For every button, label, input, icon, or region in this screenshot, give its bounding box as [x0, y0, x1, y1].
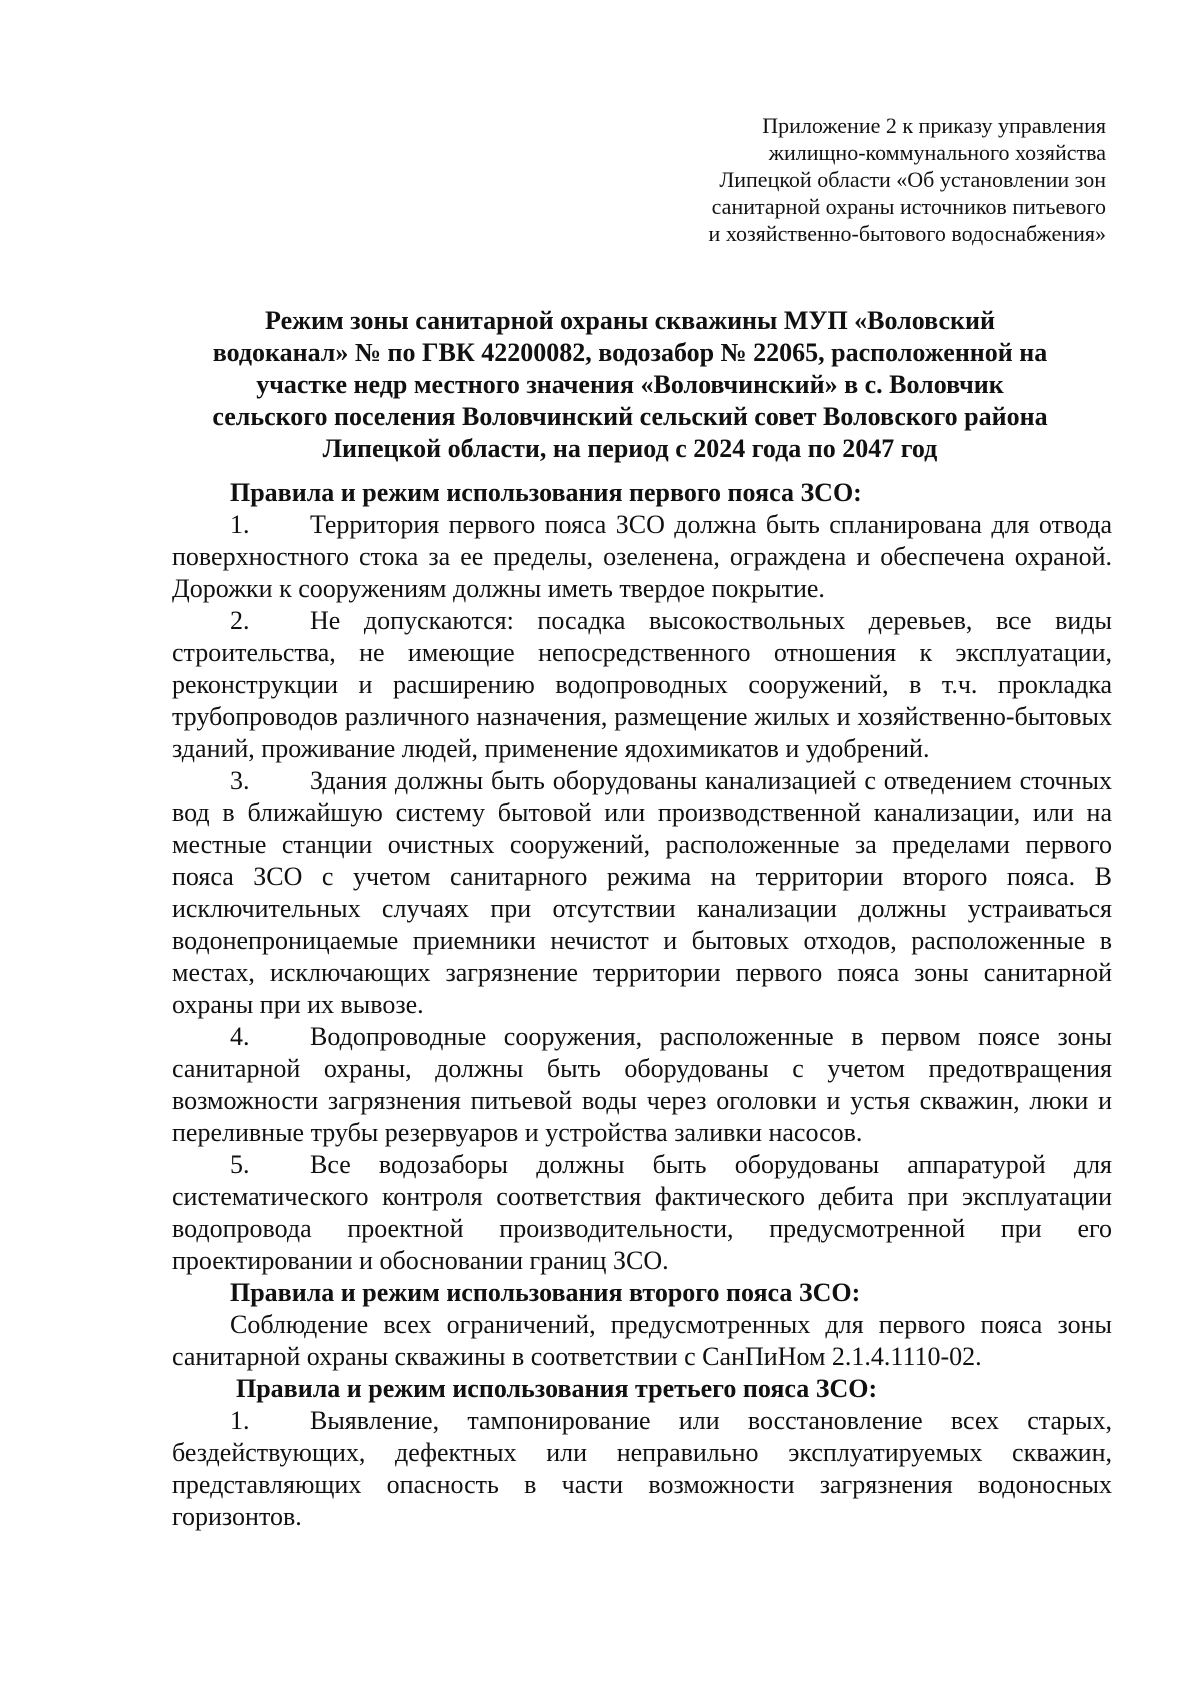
- zone3-item-1: [172, 1405, 1112, 1533]
- document-title: [165, 305, 1095, 465]
- item-text: Выявление, тампонирование или восстановление всех старых, бездействующих, дефектных или неправильно эксплуатируемых скважин, представляющих опасность в части возможности загрязнения водоносных горизонтов.: [172, 1406, 1112, 1531]
- title-line: сельского поселения Воловчинский сельский совет Воловского района: [212, 402, 1048, 431]
- item-number: 3.: [230, 766, 250, 795]
- annex-line: Липецкой области «Об установлении зон: [719, 167, 1106, 192]
- zone1-item-1: [172, 509, 1112, 605]
- title-line: Липецкой области, на период с 2024 года по 2047 год: [322, 434, 938, 463]
- title-line: водоканал» № по ГВК 42200082, водозабор № 22065, расположенной на: [212, 338, 1048, 367]
- item-number: 5.: [230, 1150, 250, 1179]
- zone2-heading: Правила и режим использования второго пояса ЗСО:: [230, 1278, 861, 1307]
- annex-line: и хозяйственно-бытового водоснабжения»: [708, 221, 1106, 246]
- annex-line: жилищно-коммунального хозяйства: [768, 140, 1106, 165]
- zone3-heading: Правила и режим использования третьего пояса ЗСО:: [236, 1374, 878, 1403]
- item-number: 2.: [230, 606, 250, 635]
- title-line: участке недр местного значения «Воловчинский» в с. Воловчик: [256, 370, 1004, 399]
- zone1-item-2: [172, 605, 1112, 765]
- zone1-item-5: [172, 1149, 1112, 1277]
- annex-line: санитарной охраны источников питьевого: [711, 194, 1106, 219]
- item-text: Не допускаются: посадка высокоствольных деревьев, все виды строительства, не имеющие непосредственного отношения к эксплуатации, реконструкции и расширению водопроводных сооружений, в т.ч. прокладка трубопроводов различного назначения, размещение жилых и хозяйственно-бытовых зданий, проживание людей, применение ядохимикатов и удобрений.: [172, 606, 1112, 763]
- item-text: Здания должны быть оборудованы канализацией с отведением сточных вод в ближайшую систему бытовой или производственной канализации, или на местные станции очистных сооружений, расположенные за пределами первого пояса ЗСО с учетом санитарного режима на территории второго пояса. В исключительных случаях при отсутствии канализации должны устраиваться водонепроницаемые приемники нечистот и бытовых отходов, расположенные в местах, исключающих загрязнение территории первого пояса зоны санитарной охраны при их вывозе.: [172, 766, 1112, 1019]
- title-line: Режим зоны санитарной охраны скважины МУП «Воловский: [265, 306, 995, 335]
- item-text: Территория первого пояса ЗСО должна быть спланирована для отвода поверхностного стока за ее пределы, озеленена, ограждена и обеспечена охраной. Дорожки к сооружениям должны иметь твердое покрытие.: [172, 510, 1112, 603]
- zone1-item-3: [172, 765, 1112, 1021]
- item-text: Все водозаборы должны быть оборудованы аппаратурой для систематического контроля соответствия фактического дебита при эксплуатации водопровода проектной производительности, предусмотренной при его проектировании и обосновании границ ЗСО.: [172, 1150, 1112, 1275]
- document-body: [172, 477, 1112, 1533]
- item-number: 1.: [230, 510, 250, 539]
- annex-header: [646, 112, 1106, 247]
- annex-line: Приложение 2 к приказу управления: [762, 113, 1106, 138]
- zone2-text: Соблюдение всех ограничений, предусмотренных для первого пояса зоны санитарной охраны скважины в соответствии с СанПиНом 2.1.4.1110-02.: [172, 1310, 1112, 1371]
- zone1-heading: Правила и режим использования первого пояса ЗСО:: [230, 478, 862, 507]
- item-number: 1.: [230, 1406, 250, 1435]
- zone1-item-4: [172, 1021, 1112, 1149]
- item-text: Водопроводные сооружения, расположенные в первом поясе зоны санитарной охраны, должны быть оборудованы с учетом предотвращения возможности загрязнения питьевой воды через оголовки и устья скважин, люки и переливные трубы резервуаров и устройства заливки насосов.: [172, 1022, 1112, 1147]
- item-number: 4.: [230, 1022, 250, 1051]
